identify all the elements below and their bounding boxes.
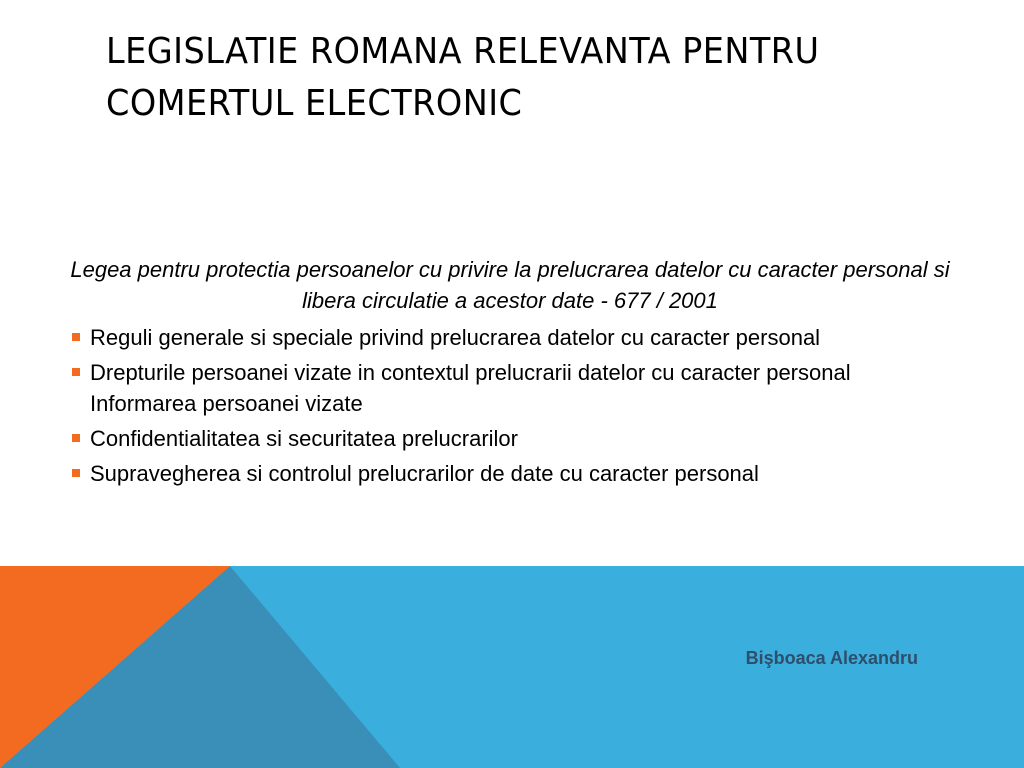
bullet-list [70, 322, 950, 489]
author-name: Bişboaca Alexandru [745, 648, 918, 668]
slide-content [70, 254, 950, 493]
bullet-item [70, 322, 950, 353]
square-bullet-icon [72, 333, 80, 341]
slide-title-line-2: COMERTUL ELECTRONIC [106, 83, 523, 124]
bullet-text: Supravegherea si controlul prelucrarilor de date cu caracter personal [90, 461, 759, 486]
square-bullet-icon [72, 434, 80, 442]
bullet-text: Drepturile persoanei vizate in contextul prelucrarii datelor cu caracter personal Informarea persoanei vizate [90, 360, 851, 416]
slide-title [106, 26, 924, 130]
intro-paragraph: Legea pentru protectia persoanelor cu privire la prelucrarea datelor cu caracter personal si libera circulatie a acestor date - 677 / 2001 [70, 257, 950, 313]
bullet-item [70, 357, 950, 419]
slide-title-line-1: LEGISLATIE ROMANA RELEVANTA PENTRU [106, 31, 820, 72]
bullet-text: Confidentialitatea si securitatea prelucrarilor [90, 426, 518, 451]
bullet-item [70, 458, 950, 489]
square-bullet-icon [72, 368, 80, 376]
bullet-item [70, 423, 950, 454]
square-bullet-icon [72, 469, 80, 477]
bullet-text: Reguli generale si speciale privind prelucrarea datelor cu caracter personal [90, 325, 821, 350]
